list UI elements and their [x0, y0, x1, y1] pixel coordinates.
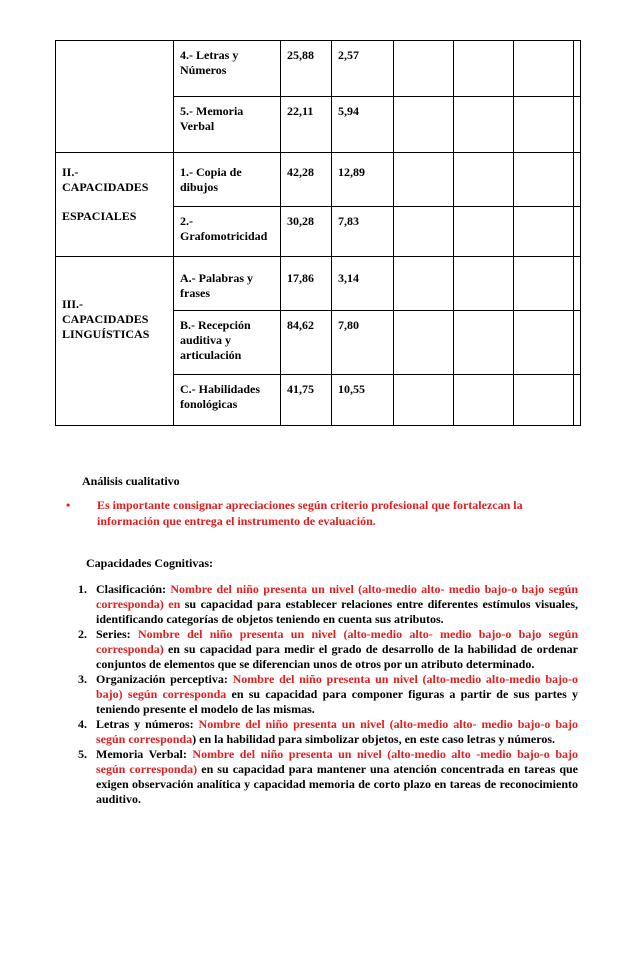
empty-cell [574, 311, 581, 375]
test-line: frases [180, 286, 210, 300]
analysis-bullet [66, 497, 576, 529]
value-cell: 17,86 [281, 257, 332, 311]
empty-cell [514, 375, 574, 426]
area-line: LINGUÍSTICAS [62, 327, 150, 341]
value-cell: 22,11 [281, 97, 332, 153]
item-label: Organización perceptiva: [96, 672, 228, 686]
value-cell: 12,89 [332, 153, 394, 207]
item-rest-text: en su capacidad para mantener una atención concentrada en tareas que exigen observación analítica y capacidad memoria de corto plazo en tareas de reconocimiento auditivo. [96, 762, 579, 806]
empty-cell [574, 257, 581, 311]
empty-cell [454, 153, 514, 207]
value-cell: 7,80 [332, 311, 394, 375]
test-line: 5.- Memoria [180, 104, 244, 118]
empty-cell [574, 97, 581, 153]
item-number: 1. [78, 582, 87, 596]
value-cell: 42,28 [281, 153, 332, 207]
empty-cell [394, 311, 454, 375]
area-cell [56, 257, 174, 426]
value-cell: 84,62 [281, 311, 332, 375]
test-line: 4.- Letras y [180, 48, 239, 62]
test-line: A.- Palabras y [180, 271, 253, 285]
results-table [55, 40, 581, 426]
table-row [56, 257, 581, 311]
test-line: B.- Recepción [180, 318, 251, 332]
value-cell: 10,55 [332, 375, 394, 426]
item-rest-text: en su capacidad para componer figuras a partir de sus partes y teniendo presente el modelo de las mismas. [96, 687, 579, 716]
empty-cell [514, 153, 574, 207]
item-label: Series: [96, 627, 131, 641]
area-line: CAPACIDADES [62, 180, 149, 194]
value-cell: 3,14 [332, 257, 394, 311]
value-cell: 2,57 [332, 41, 394, 97]
test-line: dibujos [180, 180, 219, 194]
test-cell [174, 311, 281, 375]
test-line: 1.- Copia de [180, 165, 242, 179]
bullet-icon: • [66, 498, 71, 512]
value-cell: 25,88 [281, 41, 332, 97]
empty-cell [454, 311, 514, 375]
empty-cell [454, 257, 514, 311]
empty-cell [514, 97, 574, 153]
cognitive-title: Capacidades Cognitivas: [86, 556, 214, 570]
area-cell [56, 41, 174, 153]
empty-cell [514, 311, 574, 375]
empty-cell [514, 41, 574, 97]
test-cell [174, 207, 281, 257]
item-red-text: Nombre del niño presenta un nivel (alto-medio alto- medio bajo-o bajo según corresponda [96, 717, 578, 746]
test-line: articulación [180, 348, 242, 362]
empty-cell [454, 375, 514, 426]
test-line: 2.- [180, 214, 193, 228]
list-item [60, 672, 578, 717]
item-label: Letras y números: [96, 717, 194, 731]
item-label: Memoria Verbal: [96, 747, 187, 761]
empty-cell [454, 207, 514, 257]
test-line: Verbal [180, 119, 215, 133]
item-number: 3. [78, 672, 87, 686]
item-rest-text: su capacidad para establecer relaciones entre diferentes estímulos visuales, identificando categorías de objetos teniendo en cuenta sus atributos. [96, 597, 578, 626]
empty-cell [574, 375, 581, 426]
value-cell: 41,75 [281, 375, 332, 426]
test-line: fonológicas [180, 397, 238, 411]
test-cell [174, 153, 281, 207]
area-line: III.- [62, 297, 84, 311]
analysis-bullet-text: Es importante consignar apreciaciones según criterio profesional que fortalezcan la información que entrega el instrumento de evaluación. [97, 498, 523, 528]
item-red-text: Nombre del niño presenta un nivel (alto-medio alto- medio bajo-o bajo según corresponda) [96, 627, 579, 656]
list-item [60, 717, 578, 747]
empty-cell [394, 207, 454, 257]
test-line: auditiva y [180, 333, 232, 347]
list-item [60, 627, 578, 672]
empty-cell [574, 153, 581, 207]
value-cell: 7,83 [332, 207, 394, 257]
test-cell [174, 257, 281, 311]
test-cell [174, 41, 281, 97]
list-item [60, 582, 578, 627]
analysis-title: Análisis cualitativo [82, 474, 180, 488]
value-cell: 5,94 [332, 97, 394, 153]
empty-cell [394, 153, 454, 207]
empty-cell [394, 375, 454, 426]
test-line: C.- Habilidades [180, 382, 261, 396]
table-row [56, 41, 581, 97]
empty-cell [454, 97, 514, 153]
area-line: II.- [62, 165, 79, 179]
area-line: CAPACIDADES [62, 312, 149, 326]
item-rest-text: en su capacidad para medir el grado de desarrollo de la habilidad de ordenar conjuntos de elementos que se diferencian unos de otros por un atributo determinado. [96, 642, 578, 671]
item-number: 4. [78, 717, 87, 731]
area-cell [56, 153, 174, 257]
value-cell: 30,28 [281, 207, 332, 257]
table-row [56, 153, 581, 207]
empty-cell [574, 207, 581, 257]
cognitive-list [60, 582, 578, 807]
empty-cell [394, 41, 454, 97]
test-line: Grafomotricidad [180, 229, 268, 243]
item-red-text: Nombre del niño presenta un nivel (alto-medio alto- medio bajo-o bajo según corresponda) en [96, 582, 578, 611]
test-cell [174, 97, 281, 153]
test-line: Números [180, 63, 227, 77]
item-rest-text: ) en la habilidad para simbolizar objetos, en este caso letras y números. [192, 732, 556, 746]
item-label: Clasificación: [96, 582, 166, 596]
item-red-text: Nombre del niño presenta un nivel (alto-medio alto-medio bajo-o bajo) según corresponda [96, 672, 578, 701]
empty-cell [394, 97, 454, 153]
empty-cell [514, 257, 574, 311]
item-red-text: Nombre del niño presenta un nivel (alto-medio alto -medio bajo-o bajo según corresponda) [96, 747, 579, 776]
empty-cell [454, 41, 514, 97]
empty-cell [394, 257, 454, 311]
area-line: ESPACIALES [62, 209, 137, 223]
item-number: 5. [78, 747, 87, 761]
test-cell [174, 375, 281, 426]
item-number: 2. [78, 627, 87, 641]
empty-cell [514, 207, 574, 257]
list-item [60, 747, 578, 807]
empty-cell [574, 41, 581, 97]
